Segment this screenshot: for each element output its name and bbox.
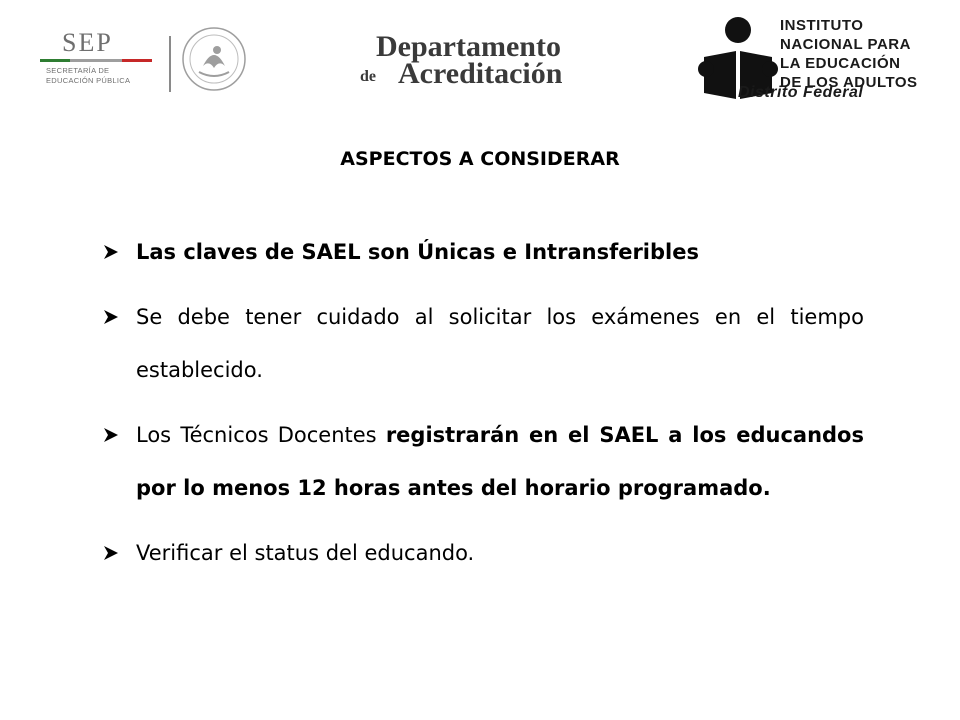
list-item-text: Los Técnicos Docentes [136, 423, 386, 447]
list-item [100, 226, 864, 279]
department-logo [360, 30, 590, 100]
sep-logo-subtitle-2: EDUCACIÓN PÚBLICA [46, 76, 131, 85]
arrow-right-icon [100, 409, 122, 462]
header [0, 0, 960, 120]
inea-name [780, 16, 918, 92]
list-item [100, 291, 864, 397]
list-item-text: Las claves de SAEL son Únicas e Intransferibles [136, 240, 699, 264]
list-item [100, 409, 864, 515]
logo-divider [169, 36, 171, 92]
arrow-right-icon [100, 527, 122, 580]
list-item-emphasis: registrarán en el SAEL a los educandos por lo menos 12 horas antes del horario programado. [136, 423, 864, 500]
inea-name-line: DE LOS ADULTOS [780, 74, 918, 91]
list-item-text: Se debe tener cuidado al solicitar los exámenes en el tiempo establecido. [136, 305, 864, 382]
inea-district: Distrito Federal [738, 84, 864, 101]
inea-name-line: INSTITUTO [780, 17, 864, 34]
page-title: ASPECTOS A CONSIDERAR [340, 148, 620, 170]
sep-logo [40, 28, 160, 88]
inea-name-line: LA EDUCACIÓN [780, 55, 901, 72]
mexico-seal-icon [181, 26, 247, 92]
list-item-text: Verificar el status del educando. [136, 541, 475, 565]
department-de: de [360, 68, 376, 85]
arrow-right-icon [100, 291, 122, 344]
sep-logo-subtitle-1: SECRETARÍA DE [46, 66, 110, 75]
list-item [100, 527, 864, 580]
sep-logo-title: SEP [62, 28, 113, 57]
department-subtitle: Acreditación [398, 57, 563, 90]
arrow-right-icon [100, 226, 122, 279]
department-title: Departamento [376, 30, 561, 63]
considerations-list [100, 226, 864, 592]
inea-name-line: NACIONAL PARA [780, 36, 911, 53]
sep-logo-stripes [40, 59, 152, 62]
